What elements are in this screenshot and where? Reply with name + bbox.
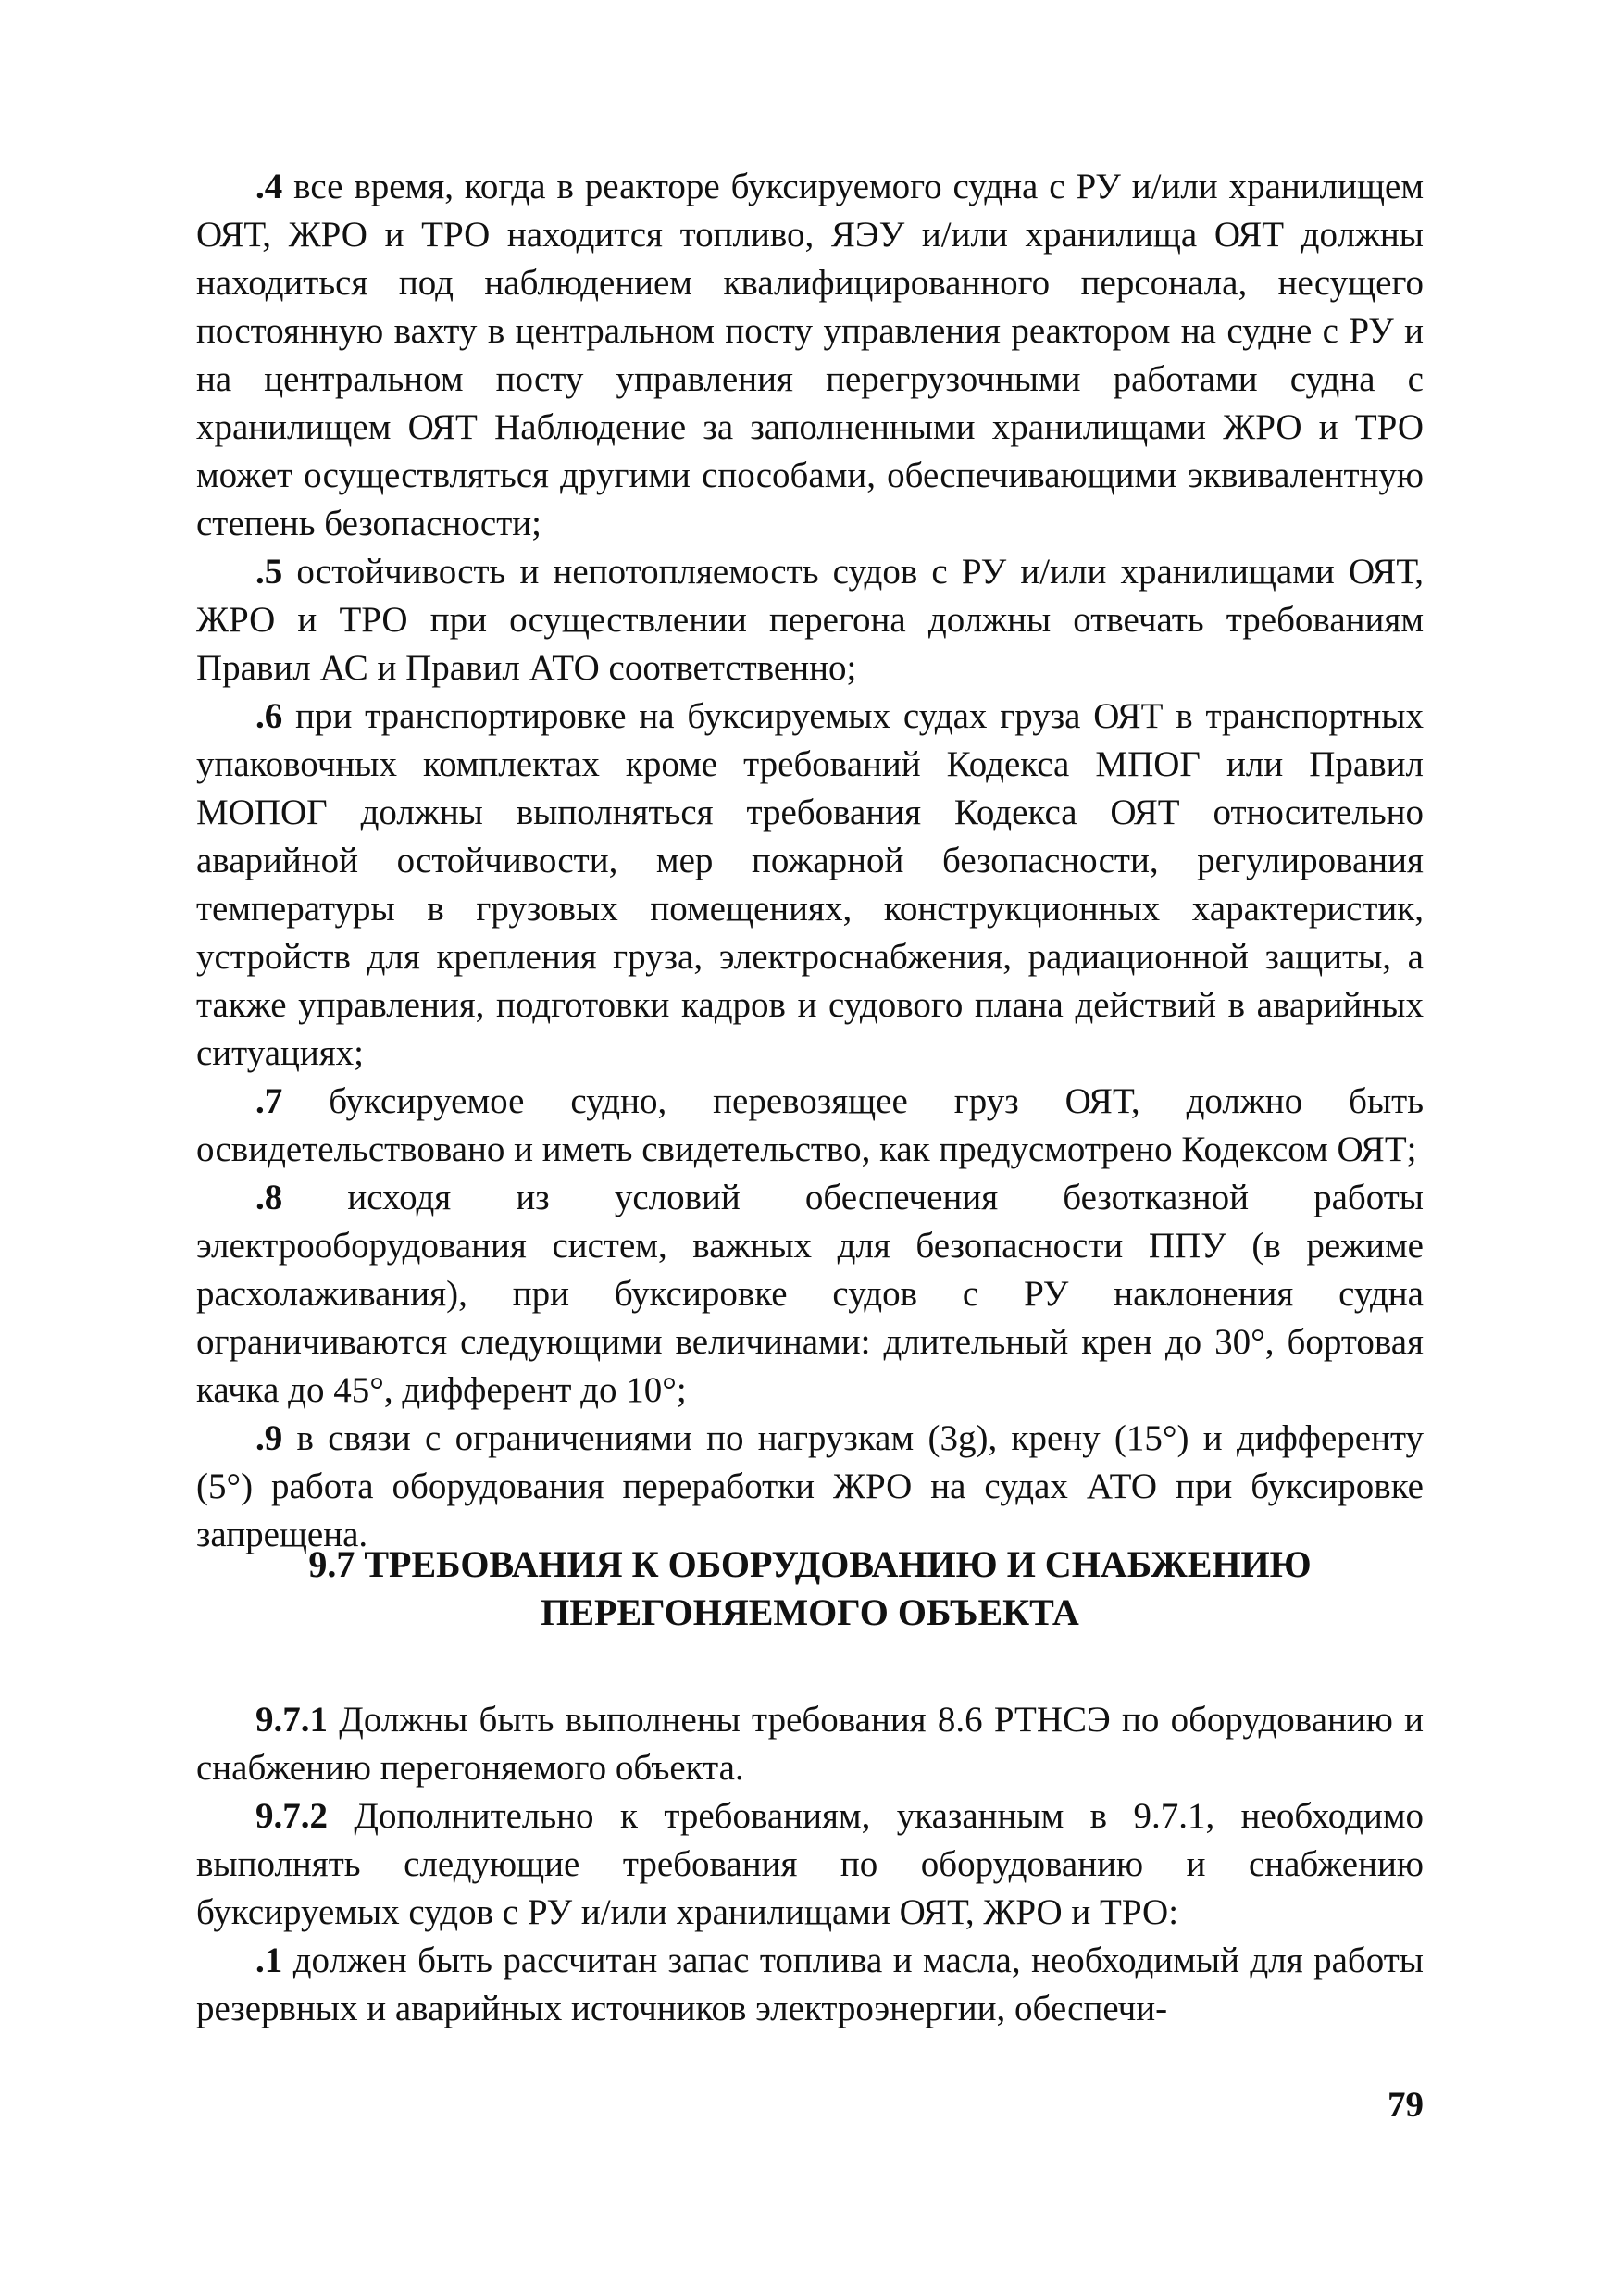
clause-text: исходя из условий обеспечения безотказной работы электрооборудования систем, важных для безопасности ППУ (в режиме расхолаживания), при буксировке судов с РУ наклонения судна ограничиваются следующими величинами: длительный крен до 30°, бортовая качка до 45°, дифферент до 10°; [196, 1178, 1424, 1410]
clause-text: буксируемое судно, перевозящее груз ОЯТ, должно быть освидетельствовано и иметь свидетельство, как предусмотрено Кодексом ОЯТ; [196, 1081, 1424, 1169]
clause-number: 9.7.1 [255, 1700, 328, 1740]
section-heading [196, 1541, 1424, 1637]
clause-1 [196, 1937, 1424, 2033]
clause-number: .7 [255, 1081, 283, 1121]
clause-text: все время, когда в реакторе буксируемого судна с РУ и/или хранилищем ОЯТ, ЖРО и ТРО находится топливо, ЯЭУ и/или хранилища ОЯТ должны находиться под наблюдением квалифицированного персонала, несущего постоянную вахту в центральном посту управления реактором на судне с РУ и на центральном посту управления перегрузочными работами судна с хранилищем ОЯТ Наблюдение за заполненными хранилищами ЖРО и ТРО может осуществляться другими способами, обеспечивающими эквивалентную степень безопасности; [196, 167, 1424, 543]
clause-9-7-2 [196, 1792, 1424, 1937]
clause-number: .9 [255, 1418, 283, 1458]
clause-number: 9.7.2 [255, 1796, 328, 1836]
clause-number: .1 [255, 1940, 283, 1980]
clause-text: должен быть рассчитан запас топлива и масла, необходимый для работы резервных и аварийных источников электроэнергии, обеспечи- [196, 1940, 1424, 2028]
page-number: 79 [1388, 2085, 1424, 2125]
clause-5 [196, 548, 1424, 693]
clause-text: Дополнительно к требованиям, указанным в 9.7.1, необходимо выполнять следующие требования по оборудованию и снабжению буксируемых судов с РУ и/или хранилищами ОЯТ, ЖРО и ТРО: [196, 1796, 1424, 1932]
clause-6 [196, 693, 1424, 1078]
section-heading-line-1: 9.7 ТРЕБОВАНИЯ К ОБОРУДОВАНИЮ И СНАБЖЕНИЮ [308, 1543, 1312, 1585]
clause-number: .5 [255, 552, 283, 592]
subsection-body [196, 1696, 1424, 2033]
clause-4 [196, 163, 1424, 548]
clause-8 [196, 1174, 1424, 1415]
clause-text: в связи с ограничениями по нагрузкам (3g), крену (15°) и дифференту (5°) работа оборудования переработки ЖРО на судах АТО при буксировке запрещена. [196, 1418, 1424, 1554]
clause-9 [196, 1415, 1424, 1559]
clause-7 [196, 1078, 1424, 1174]
clauses-section [196, 163, 1424, 1559]
clause-number: .4 [255, 167, 283, 206]
clause-9-7-1 [196, 1696, 1424, 1792]
clause-text: остойчивость и непотопляемость судов с РУ и/или хранилищами ОЯТ, ЖРО и ТРО при осуществлении перегона должны отвечать требованиям Правил АС и Правил АТО соответственно; [196, 552, 1424, 688]
section-heading-line-2: ПЕРЕГОНЯЕМОГО ОБЪЕКТА [541, 1591, 1079, 1633]
clause-text: Должны быть выполнены требования 8.6 РТНСЭ по оборудованию и снабжению перегоняемого объекта. [196, 1700, 1424, 1788]
clause-number: .8 [255, 1178, 283, 1217]
clause-text: при транспортировке на буксируемых судах груза ОЯТ в транспортных упаковочных комплектах кроме требований Кодекса МПОГ или Правил МОПОГ должны выполняться требования Кодекса ОЯТ относительно аварийной остойчивости, мер пожарной безопасности, регулирования температуры в грузовых помещениях, конструкционных характеристик, устройств для крепления груза, электроснабжения, радиационной защиты, а также управления, подготовки кадров и судового плана действий в аварийных ситуациях; [196, 696, 1424, 1073]
clause-number: .6 [255, 696, 283, 736]
